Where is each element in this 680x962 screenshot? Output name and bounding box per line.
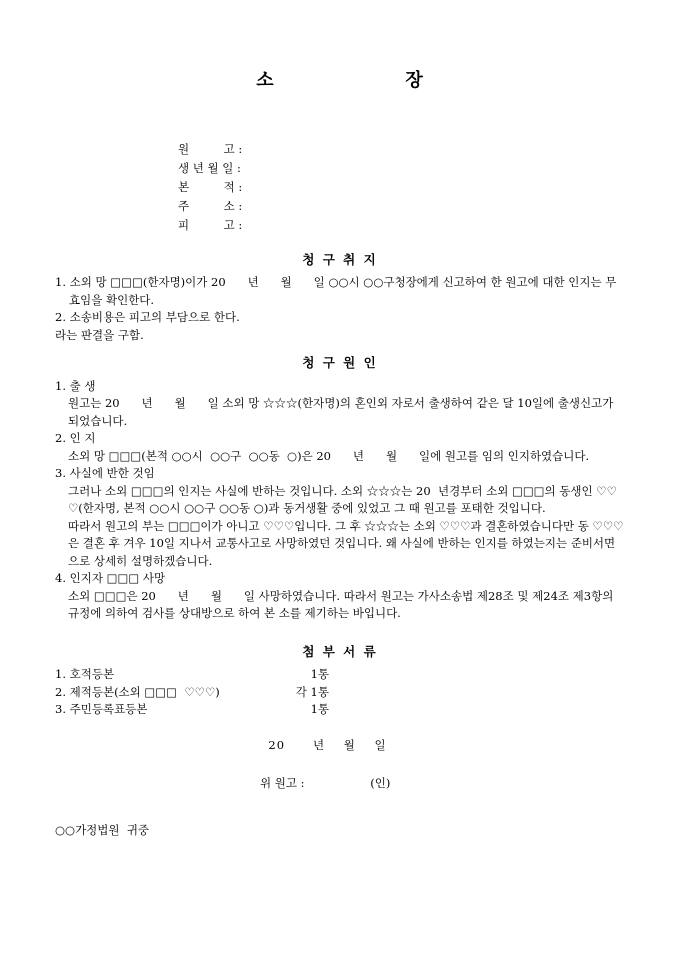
attachments-heading: 첨 부 서 류 [302,643,378,659]
party-line-plaintiff: 원 고 : [178,141,243,156]
attachment-count: 1통 [310,702,329,716]
cause-item-title: 2. 인 지 [55,431,96,445]
cause-item-title: 3. 사실에 반한 것임 [55,466,155,480]
claim-closing: 라는 판결을 구함. [55,327,144,342]
party-line-address: 주 소 : [178,198,243,213]
attachment-name: 3. 주민등록표등본 [55,702,148,716]
plaintiff-signature-line: 위 원고 : (인) [260,776,391,790]
party-line-birthdate: 생 년 월 일 : [178,160,241,175]
cause-item-title: 1. 출 생 [55,378,96,393]
cause-paragraph: 소외 망 □□□(본적 ○○시 ○○구 ○○동 ○)은 20 년 월 일에 원고를 임의 인지하였습니다. [68,448,590,463]
cause-item-contrary-to-fact [55,465,625,570]
cause-item-title: 4. 인지자 □□□ 사망 [55,571,166,585]
cause-paragraph: 그러나 소외 □□□의 인지는 사실에 반하는 것입니다. 소외 ☆☆☆는 20 년경부터 소외 □□□의 동생인 ♡♡♡(한자명, 본적 ○○시 ○○구 ○○동 ○)과 동거생활 중에 있었고 그 때 원고를 포태한 것입니다. [68,483,617,515]
cause-item-acknowledger-death [55,570,625,623]
attachment-name: 2. 제적등본(소외 □□□ ♡♡♡) [55,684,220,699]
party-line-defendant: 피 고 : [178,217,243,232]
attachment-row [55,666,625,684]
claim-item-2: 2. 소송비용은 피고의 부담으로 한다. [55,310,240,324]
attachment-name: 1. 호적등본 [55,667,115,681]
attachment-row [55,701,625,719]
party-line-registered-domicile: 본 적 : [178,179,243,194]
claim-item-1: 1. 소외 망 □□□(한자명)이가 20 년 월 일 ○○시 ○○구청장에게 신고하여 한 원고에 대한 인지는 무효임을 확인한다. [55,275,617,307]
court-address-line: ○○가정법원 귀중 [55,822,150,837]
attachment-row [55,684,625,702]
attachment-count: 각 1통 [295,684,329,699]
cause-paragraph: 따라서 원고의 부는 □□□이가 아니고 ♡♡♡입니다. 그 후 ☆☆☆는 소외 ♡♡♡과 결혼하였습니다만 동 ♡♡♡은 결혼 후 겨우 10일 지나서 교통사고로 사망하였던 것입니다. 왜 사실에 반하는 인지를 하였는지는 준비서면으로 상세히 설명하겠습니다. [68,518,624,568]
claim-heading: 청 구 취 지 [302,251,378,267]
cause-paragraph: 소외 □□□은 20 년 월 일 사망하였습니다. 따라서 원고는 가사소송법 제28조 및 제24조 제3항의 규정에 의하여 검사를 상대방으로 하여 본 소를 제기하는 바입니다. [68,588,617,620]
date-line: 20 년 월 일 [268,737,387,752]
cause-item-acknowledgement [55,430,625,465]
cause-item-birth [55,378,625,431]
cause-paragraph: 원고는 20 년 월 일 소외 망 ☆☆☆(한자명)의 혼인외 자로서 출생하여 같은 달 10일에 출생신고가 되었습니다. [68,396,617,428]
attachment-count: 1통 [310,667,329,681]
attachments-list [55,666,625,719]
document-title: 소 장 [256,70,424,91]
cause-heading: 청 구 원 인 [302,355,378,370]
party-block [178,140,625,235]
